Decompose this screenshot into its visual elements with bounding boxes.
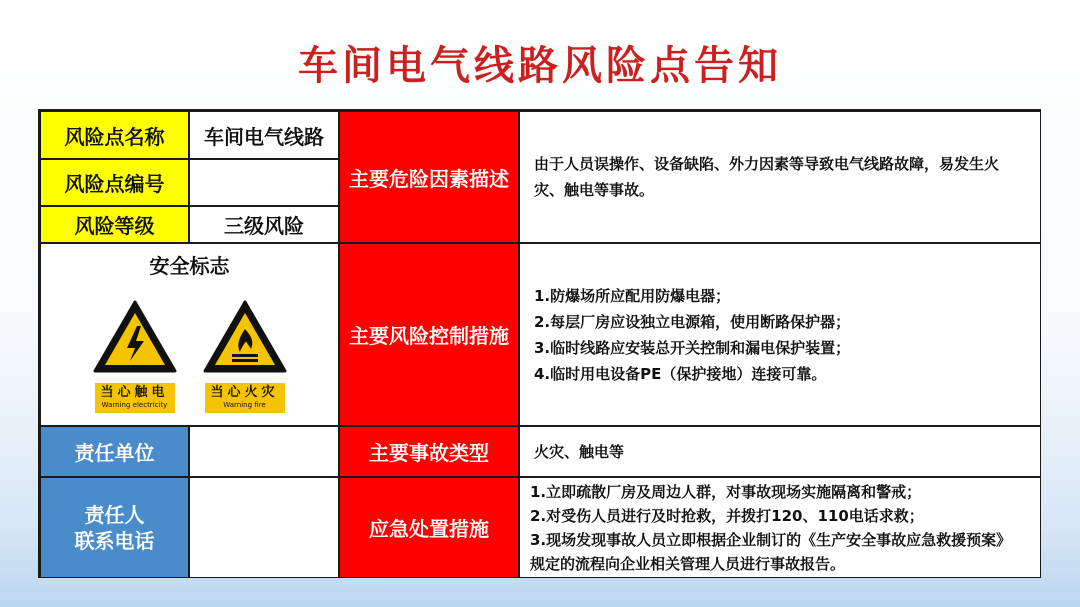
control-measure-item: 1.防爆场所应配用防爆电器； [534, 286, 731, 305]
responsible-unit-value [189, 426, 339, 477]
emergency-item: 规定的流程向企业相关管理人员进行事故报告。 [530, 554, 846, 573]
page-title: 车间电气线路风险点告知 [298, 43, 782, 89]
hazard-desc-text [519, 111, 1041, 243]
sign-warning-electricity [92, 299, 178, 413]
control-measures-text [519, 243, 1041, 426]
risk-code-value [189, 159, 339, 206]
risk-code-label: 风险点编号 [40, 159, 189, 206]
risk-notice-table [38, 109, 1041, 578]
control-measures-label: 主要风险控制措施 [339, 243, 519, 426]
control-measure-item: 2.每层厂房应设独立电源箱，使用断路保护器； [534, 312, 851, 331]
electric-shock-warning-icon [92, 299, 178, 375]
hazard-desc-label: 主要危险因素描述 [339, 111, 519, 243]
emergency-text [519, 477, 1041, 578]
sign-warning-fire [202, 299, 288, 413]
contact-label-line2: 联系电话 [74, 528, 155, 553]
risk-name-value: 车间电气线路 [189, 111, 339, 159]
risk-name-label: 风险点名称 [40, 111, 189, 159]
emergency-item: 3.现场发现事故人员立即根据企业制订的《生产安全事故应急救援预案》 [530, 530, 1012, 549]
accident-types-label: 主要事故类型 [339, 426, 519, 477]
sign-label-cn: 当心火灾 [210, 385, 279, 400]
accident-types-value: 火灾、触电等 [534, 442, 625, 461]
fire-warning-icon [202, 299, 288, 375]
contact-label [40, 477, 189, 578]
accident-types-text [519, 426, 1041, 477]
sign-label-cn: 当心触电 [100, 385, 169, 400]
control-measure-item: 3.临时线路应安装总开关控制和漏电保护装置； [534, 338, 851, 357]
risk-level-label: 风险等级 [40, 206, 189, 243]
contact-value [189, 477, 339, 578]
emergency-label: 应急处置措施 [339, 477, 519, 578]
sign-label-en: Warning fire [223, 401, 266, 409]
control-measure-item: 4.临时用电设备PE（保护接地）连接可靠。 [534, 364, 827, 383]
emergency-item: 1.立即疏散厂房及周边人群，对事故现场实施隔离和警戒； [530, 482, 922, 501]
emergency-item: 2.对受伤人员进行及时抢救，并拨打120、110电话求救； [530, 506, 924, 525]
safety-signs-title: 安全标志 [149, 254, 230, 278]
hazard-desc-line: 灾、触电等事故。 [534, 181, 655, 199]
hazard-desc-line: 由于人员误操作、设备缺陷、外力因素等导致电气线路故障，易发生火 [534, 155, 1000, 173]
safety-signs-panel [40, 243, 339, 426]
responsible-unit-label: 责任单位 [40, 426, 189, 477]
risk-level-value: 三级风险 [189, 206, 339, 243]
contact-label-line1: 责任人 [84, 502, 145, 527]
sign-label-en: Warning electricity [101, 401, 168, 409]
